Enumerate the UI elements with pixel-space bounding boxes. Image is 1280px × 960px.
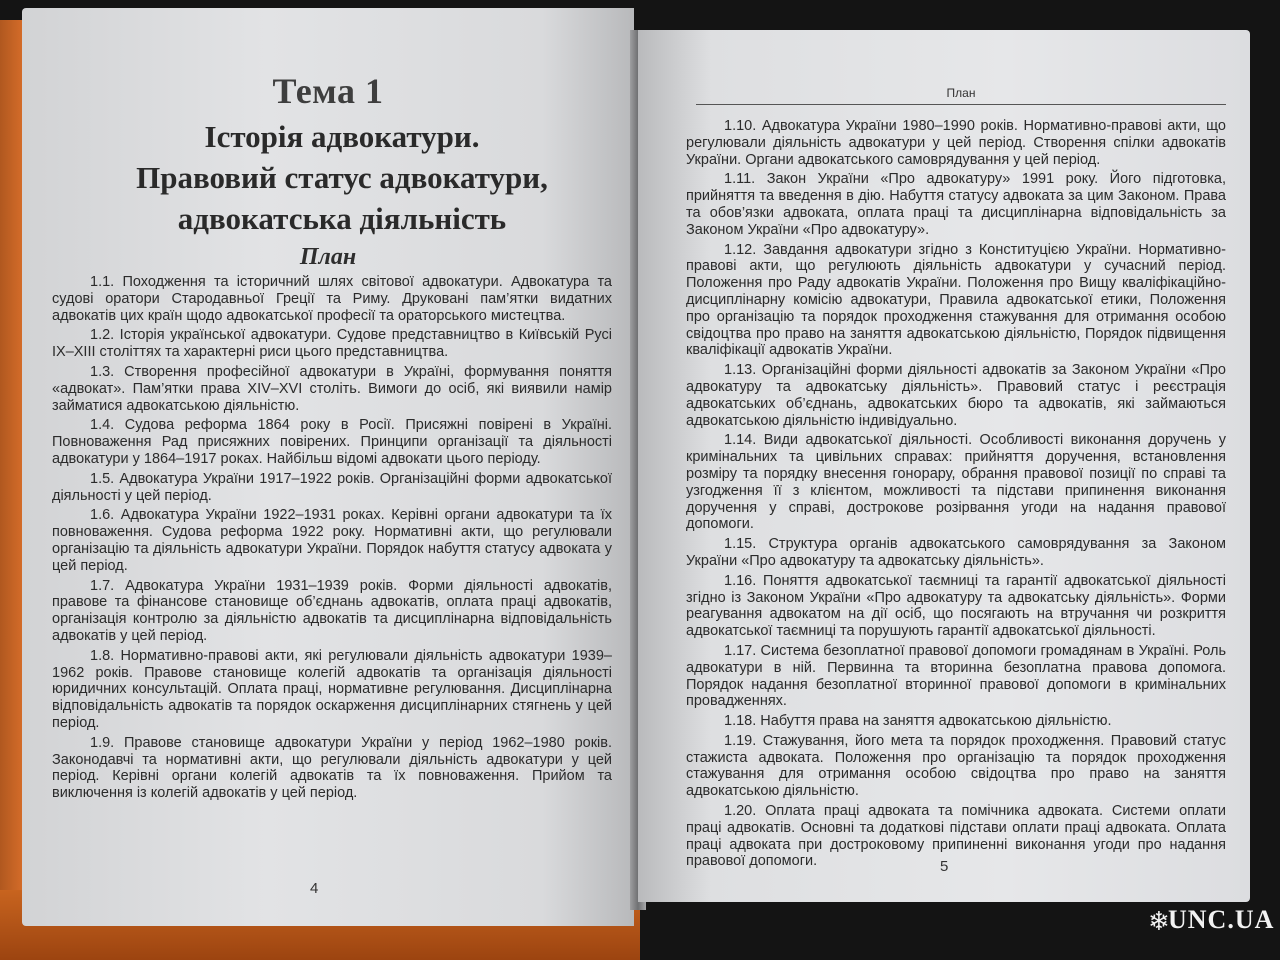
chapter-title-line: адвокатська діяльність (177, 201, 507, 236)
plan-item: 1.17. Система безоплатної правової допомоги громадянам в Україні. Роль адвокатури в ній. Первинна та вторинна безоплатна правова допомога. Порядок надання безоплатної вторинної правової допомоги в кримінальних провадженнях. (686, 642, 1226, 710)
chapter-title (62, 116, 622, 239)
chapter-title-line: Історія адвокатури. (204, 119, 480, 154)
plan-item: 1.12. Завдання адвокатури згідно з Конституцією України. Нормативно-правові акти, що регулюють діяльність адвокатури у сучасний період. Положення про Раду адвокатів України. Положення про Вищу кваліфікаційно-дисциплінарну комісію адвокатури, Правила адвокатської етики, Положення про організацію та порядок проходження стажування для отримання особою свідоцтва про право на заняття адвокатською діяльністю, Порядок підвищення кваліфікації адвокатів України. (686, 241, 1226, 359)
plan-item: 1.15. Структура органів адвокатського самоврядування за Законом України «Про адвокатуру та адвокатську діяльність». (686, 536, 1226, 569)
plan-item: 1.6. Адвокатура України 1922–1931 роках. Керівні органи адвокатури та їх повноваження. Судова реформа 1922 року. Нормативні акти, що регулювали організацію та діяльність адвокатури України. Порядок набуття статусу адвоката у цей період. (52, 507, 612, 574)
plan-item: 1.8. Нормативно-правові акти, які регулювали діяльність адвокатури 1939–1962 років. Правове становище колегій адвокатів та організація діяльності юридичних консультацій. Оплата праці, нормативне регулювання. Дисциплінарна відповідальність адвокатів та порядок оскарження дисциплінарних стягнень у цей період. (52, 647, 612, 731)
page-number-left: 4 (310, 880, 319, 897)
plan-heading: План (299, 244, 357, 270)
plan-item: 1.4. Судова реформа 1864 року в Росії. Присяжні повірені в Україні. Повноваження Рад присяжних повірених. Принципи організації та діяльності адвокатури у 1864–1917 роках. Найбільш відомі адвокати цього періоду. (52, 417, 612, 467)
plan-item: 1.5. Адвокатура України 1917–1922 років. Організаційні форми адвокатської діяльності у цей період. (52, 470, 612, 504)
page-number-right: 5 (940, 858, 949, 875)
topic-heading: Тема 1 (272, 71, 384, 111)
plan-item: 1.18. Набуття права на заняття адвокатською діяльністю. (724, 713, 1112, 730)
watermark-logo: UNC.UA (1168, 905, 1275, 934)
plan-item: 1.13. Організаційні форми діяльності адвокатів за Законом України «Про адвокатуру та адвокатську діяльність». Правовий статус і реєстрація адвокатських об’єднань, адвокатських бюро та адвокатів, які займаються адвокатською діяльністю індивідуально. (686, 362, 1226, 429)
plan-item: 1.11. Закон України «Про адвокатуру» 1991 року. Його підготовка, прийняття та введення в дію. Набуття статусу адвоката за цим Законом. Права та обов’язки адвоката, оплата праці та дисциплінарна відповідальність за Законом України «Про адвокатуру». (686, 171, 1226, 238)
plan-list-left (52, 274, 612, 805)
plan-item: 1.3. Створення професійної адвокатури в Україні, формування поняття «адвокат». Пам’ятки права XIV–XVI століть. Вимоги до осіб, які виявили намір займатися адвокатською діяльністю. (52, 363, 612, 414)
plan-item: 1.9. Правове становище адвокатури України у період 1962–1980 років. Законодавчі та нормативні акти, що регулювали діяльність адвокатури у цей період. Керівні органи колегій адвокатів та їх повноваження. Прийом та виключення із колегій адвокатів у цей період. (52, 734, 612, 802)
plan-item: 1.16. Поняття адвокатської таємниці та гарантії адвокатської діяльності згідно із Законом України «Про адвокатуру та адвокатську діяльність». Форми реагування адвокатом на дії осіб, що посягають на втручання чи розкриття адвокатської таємниці та порушують гарантії адвокатської діяльності. (686, 572, 1226, 640)
plan-item: 1.19. Стажування, його мета та порядок проходження. Правовий статус стажиста адвоката. Положення про організацію та порядок проходження стажування для отримання особою свідоцтва про право на заняття адвокатською діяльністю. (686, 732, 1226, 800)
header-divider (696, 104, 1226, 105)
plan-item: 1.20. Оплата праці адвоката та помічника адвоката. Системи оплати праці адвокатів. Основні та додаткові підстави оплати праці адвоката. Оплата праці адвоката при достроковому припиненні виконання угоди про надання правової допомоги. (686, 803, 1226, 870)
plan-item: 1.2. Історія української адвокатури. Судове представництво в Київській Русі IX–XIII століттях та характерні риси цього представництва. (52, 327, 612, 361)
right-page (638, 30, 1250, 902)
plan-item: 1.1. Походження та історичний шлях світової адвокатури. Адвокатура та судові оратори Стародавньої Греції та Риму. Друковані пам’ятки видатних адвокатів цих країн щодо адвокатської професії та ораторського мистецтва. (52, 274, 612, 324)
plan-item: 1.10. Адвокатура України 1980–1990 років. Нормативно-правові акти, що регулювали діяльність адвокатури у цей період. Створення спілки адвокатів України. Органи адвокатського самоврядування у цей період. (686, 118, 1226, 168)
plan-item: 1.7. Адвокатура України 1931–1939 років. Форми діяльності адвокатів, правове та фінансове становище об’єднань адвокатів, оплата праці адвокатів, організація контролю за діяльністю адвокатів та дисциплінарна відповідальність адвокатів у цей період. (52, 577, 612, 644)
chapter-title-line: Правовий статус адвокатури, (136, 160, 548, 195)
plan-list-right (686, 118, 1226, 873)
snowflake-icon: ❄ (1148, 906, 1170, 936)
running-header: План (946, 86, 976, 100)
left-page (22, 8, 634, 926)
plan-item: 1.14. Види адвокатської діяльності. Особливості виконання доручень у кримінальних та цивільних справах: прийняття доручення, встановлення розміру та порядку внесення гонорару, обрання правової позиції по справі та узгодження її з клієнтом, можливості та підстави припинення виконання доручення у справі, дострокове розірвання угоди на надання правової допомоги. (686, 432, 1226, 533)
